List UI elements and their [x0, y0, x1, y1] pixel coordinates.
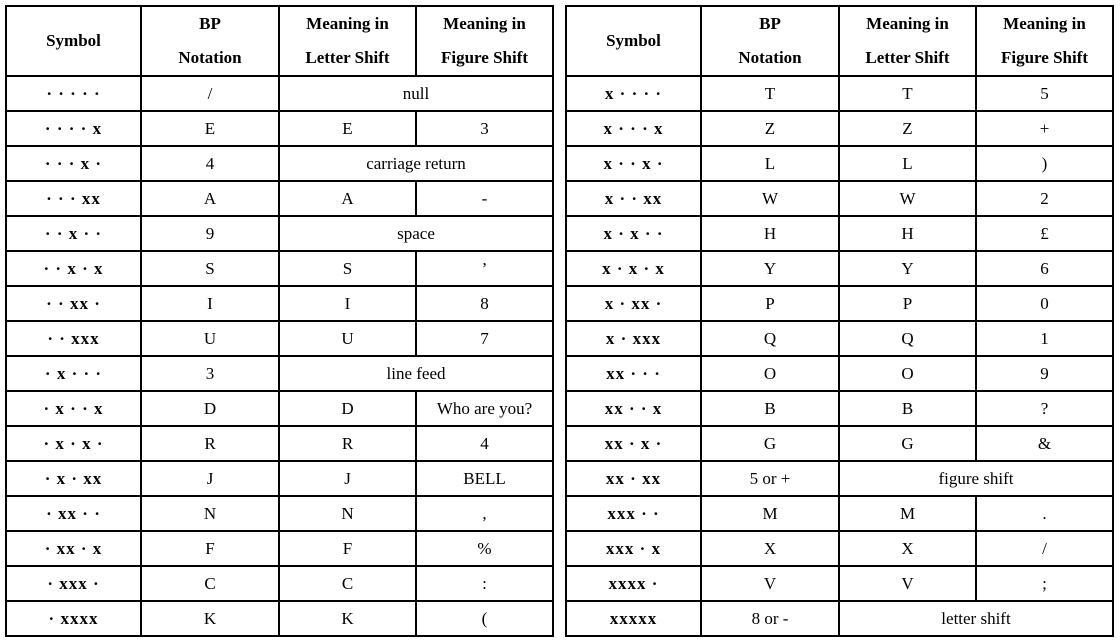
letter-shift-cell: L [839, 146, 976, 181]
table-row [6, 391, 553, 426]
symbol-cell: xxxx · [566, 566, 701, 601]
letter-shift-cell: K [279, 601, 416, 636]
figure-shift-cell: 9 [976, 356, 1113, 391]
bp-notation-cell: V [701, 566, 839, 601]
letter-shift-cell: Q [839, 321, 976, 356]
table-row [6, 111, 553, 146]
merged-meaning-cell: space [279, 216, 553, 251]
symbol-cell: xxxxx [566, 601, 701, 636]
bp-notation-cell: 4 [141, 146, 279, 181]
table-row [566, 321, 1113, 356]
bp-notation-cell: D [141, 391, 279, 426]
table-row [6, 461, 553, 496]
symbol-cell: · xx · x [6, 531, 141, 566]
figure-shift-cell: ? [976, 391, 1113, 426]
figure-shift-cell: , [416, 496, 553, 531]
header-text: Letter Shift [865, 48, 950, 67]
table-row [566, 181, 1113, 216]
header-row [6, 6, 553, 76]
letter-shift-cell: Y [839, 251, 976, 286]
letter-shift-cell: M [839, 496, 976, 531]
bp-notation-cell: N [141, 496, 279, 531]
bp-notation-cell: W [701, 181, 839, 216]
letter-shift-cell: O [839, 356, 976, 391]
table-row [6, 321, 553, 356]
symbol-cell: · x · · · [6, 356, 141, 391]
bp-notation-cell: M [701, 496, 839, 531]
symbol-cell: xx · xx [566, 461, 701, 496]
bp-notation-cell: F [141, 531, 279, 566]
bp-notation-cell: K [141, 601, 279, 636]
bp-notation-cell: / [141, 76, 279, 111]
figure-shift-cell: BELL [416, 461, 553, 496]
table-row [566, 76, 1113, 111]
merged-meaning-cell: letter shift [839, 601, 1113, 636]
figure-shift-cell: & [976, 426, 1113, 461]
symbol-cell: · xxxx [6, 601, 141, 636]
bp-notation-header [141, 6, 279, 76]
bp-notation-cell: C [141, 566, 279, 601]
letter-shift-cell: E [279, 111, 416, 146]
bp-notation-cell: P [701, 286, 839, 321]
letter-shift-cell: D [279, 391, 416, 426]
symbol-cell: · · · · · [6, 76, 141, 111]
letter-shift-header [279, 6, 416, 76]
symbol-cell: x · xx · [566, 286, 701, 321]
figure-shift-cell: 4 [416, 426, 553, 461]
table-row [6, 181, 553, 216]
bp-notation-cell: U [141, 321, 279, 356]
letter-shift-cell: P [839, 286, 976, 321]
letter-shift-cell: S [279, 251, 416, 286]
header-text: Meaning in [866, 14, 949, 33]
figure-shift-header [976, 6, 1113, 76]
header-text: Notation [178, 48, 242, 67]
bp-notation-cell: J [141, 461, 279, 496]
figure-shift-cell: 5 [976, 76, 1113, 111]
letter-shift-cell: Z [839, 111, 976, 146]
bp-notation-cell: Z [701, 111, 839, 146]
bp-notation-cell: O [701, 356, 839, 391]
symbol-cell: x · · · x [566, 111, 701, 146]
symbol-cell: x · x · x [566, 251, 701, 286]
bp-notation-cell: A [141, 181, 279, 216]
header-text: Meaning in [1003, 14, 1086, 33]
symbol-header [566, 6, 701, 76]
bp-notation-cell: B [701, 391, 839, 426]
table-row [566, 356, 1113, 391]
header-text: Symbol [606, 31, 661, 50]
letter-shift-cell: U [279, 321, 416, 356]
table-row [6, 356, 553, 391]
header-text: Letter Shift [305, 48, 390, 67]
symbol-cell: · · x · x [6, 251, 141, 286]
bp-notation-cell: T [701, 76, 839, 111]
figure-shift-cell: % [416, 531, 553, 566]
symbol-cell: x · x · · [566, 216, 701, 251]
symbol-cell: · · x · · [6, 216, 141, 251]
table-row [566, 286, 1113, 321]
table-row [566, 146, 1113, 181]
symbol-cell: xxx · · [566, 496, 701, 531]
table-row [6, 76, 553, 111]
symbol-cell: · · xxx [6, 321, 141, 356]
table-row [566, 531, 1113, 566]
letter-shift-cell: T [839, 76, 976, 111]
table-row [566, 251, 1113, 286]
letter-shift-cell: I [279, 286, 416, 321]
figure-shift-cell: : [416, 566, 553, 601]
bp-notation-cell: 9 [141, 216, 279, 251]
bp-notation-cell: 8 or - [701, 601, 839, 636]
table-row [6, 566, 553, 601]
bp-notation-cell: G [701, 426, 839, 461]
header-text: Symbol [46, 31, 101, 50]
letter-shift-cell: J [279, 461, 416, 496]
symbol-cell: x · · xx [566, 181, 701, 216]
symbol-cell: xx · · x [566, 391, 701, 426]
figure-shift-cell: - [416, 181, 553, 216]
figure-shift-cell: £ [976, 216, 1113, 251]
merged-meaning-cell: line feed [279, 356, 553, 391]
baudot-table-left [5, 5, 554, 637]
bp-notation-cell: H [701, 216, 839, 251]
bp-notation-cell: 5 or + [701, 461, 839, 496]
symbol-cell: xxx · x [566, 531, 701, 566]
bp-notation-cell: Y [701, 251, 839, 286]
figure-shift-cell: / [976, 531, 1113, 566]
figure-shift-cell: Who are you? [416, 391, 553, 426]
merged-meaning-cell: figure shift [839, 461, 1113, 496]
baudot-table-right [565, 5, 1114, 637]
symbol-cell: · x · xx [6, 461, 141, 496]
bp-notation-cell: 3 [141, 356, 279, 391]
figure-shift-cell: 3 [416, 111, 553, 146]
figure-shift-cell: ’ [416, 251, 553, 286]
figure-shift-cell: ( [416, 601, 553, 636]
symbol-cell: · · · · x [6, 111, 141, 146]
header-text: Figure Shift [440, 48, 529, 67]
figure-shift-cell: 0 [976, 286, 1113, 321]
letter-shift-header [839, 6, 976, 76]
letter-shift-cell: R [279, 426, 416, 461]
symbol-cell: · xxx · [6, 566, 141, 601]
bp-notation-cell: L [701, 146, 839, 181]
symbol-cell: x · xxx [566, 321, 701, 356]
header-text: BP [759, 14, 781, 33]
header-text: Figure Shift [1000, 48, 1089, 67]
header-row [566, 6, 1113, 76]
letter-shift-cell: C [279, 566, 416, 601]
figure-shift-cell: 1 [976, 321, 1113, 356]
letter-shift-cell: H [839, 216, 976, 251]
table-row [566, 461, 1113, 496]
bp-notation-cell: E [141, 111, 279, 146]
table-row [6, 286, 553, 321]
header-text: BP [199, 14, 221, 33]
symbol-header [6, 6, 141, 76]
figure-shift-cell: + [976, 111, 1113, 146]
figure-shift-cell: . [976, 496, 1113, 531]
symbol-cell: · x · x · [6, 426, 141, 461]
symbol-cell: · · · xx [6, 181, 141, 216]
table-row [566, 566, 1113, 601]
symbol-cell: x · · · · [566, 76, 701, 111]
letter-shift-cell: W [839, 181, 976, 216]
header-text: Meaning in [443, 14, 526, 33]
table-row [566, 391, 1113, 426]
table-row [566, 216, 1113, 251]
symbol-cell: · xx · · [6, 496, 141, 531]
symbol-cell: · x · · x [6, 391, 141, 426]
letter-shift-cell: V [839, 566, 976, 601]
symbol-cell: x · · x · [566, 146, 701, 181]
symbol-cell: · · · x · [6, 146, 141, 181]
figure-shift-cell: 8 [416, 286, 553, 321]
bp-notation-cell: I [141, 286, 279, 321]
bp-notation-cell: S [141, 251, 279, 286]
table-row [6, 251, 553, 286]
bp-notation-cell: X [701, 531, 839, 566]
figure-shift-cell: 6 [976, 251, 1113, 286]
figure-shift-cell: 7 [416, 321, 553, 356]
letter-shift-cell: B [839, 391, 976, 426]
letter-shift-cell: F [279, 531, 416, 566]
table-row [566, 601, 1113, 636]
letter-shift-cell: A [279, 181, 416, 216]
header-text: Notation [738, 48, 802, 67]
letter-shift-cell: X [839, 531, 976, 566]
merged-meaning-cell: carriage return [279, 146, 553, 181]
table-row [6, 216, 553, 251]
table-row [566, 426, 1113, 461]
table-row [6, 531, 553, 566]
symbol-cell: xx · · · [566, 356, 701, 391]
table-row [566, 111, 1113, 146]
symbol-cell: xx · x · [566, 426, 701, 461]
table-row [6, 426, 553, 461]
bp-notation-cell: R [141, 426, 279, 461]
figure-shift-cell: 2 [976, 181, 1113, 216]
table-row [6, 601, 553, 636]
table-row [6, 496, 553, 531]
bp-notation-cell: Q [701, 321, 839, 356]
letter-shift-cell: N [279, 496, 416, 531]
table-row [6, 146, 553, 181]
merged-meaning-cell: null [279, 76, 553, 111]
bp-notation-header [701, 6, 839, 76]
figure-shift-header [416, 6, 553, 76]
figure-shift-cell: ; [976, 566, 1113, 601]
figure-shift-cell: ) [976, 146, 1113, 181]
symbol-cell: · · xx · [6, 286, 141, 321]
table-row [566, 496, 1113, 531]
header-text: Meaning in [306, 14, 389, 33]
letter-shift-cell: G [839, 426, 976, 461]
